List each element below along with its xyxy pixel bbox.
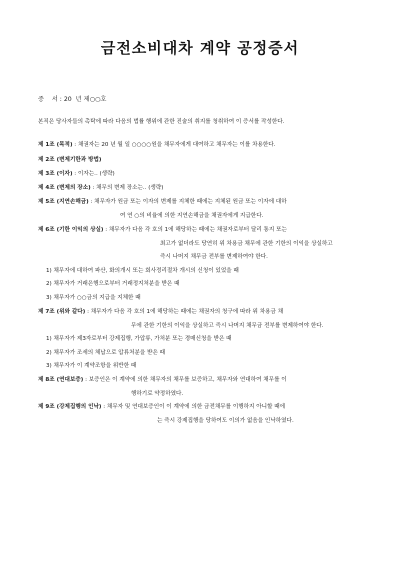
article-7-item-1: 1) 채무자가 제3자로부터 강제집행, 가압류, 가처분 또는 경매신청을 받은 때 [46, 336, 232, 342]
article-8 [38, 377, 287, 384]
article-7-item-2: 2) 채무자가 조세의 체납으로 압류처분을 받은 때 [46, 350, 166, 356]
article-2 [38, 157, 101, 164]
article-5-head: 제 5조 (지연손해금) [38, 199, 89, 205]
article-7-item-3: 3) 채무자가 이 계약조항을 위반한 때 [46, 363, 137, 369]
article-5-text-1: : 채무자가 원금 또는 이자의 변제를 지체한 때에는 지체된 원금 또는 이자에 대하 [90, 199, 287, 205]
article-3 [38, 171, 115, 178]
article-8-text-1: : 보증인은 이 계약에 의한 채무자의 채무를 보증하고, 채무자와 연대하여 채무를 이 [85, 377, 287, 383]
document-intro: 본직은 당사자들의 촉탁에 따라 다음의 법률 행위에 관한 진술의 취지를 청취하여 이 증서를 작성한다. [38, 119, 285, 125]
article-6-head: 제 6조 (기한 이익의 상실) [38, 227, 104, 233]
article-3-head: 제 3조 (이자) [38, 171, 73, 177]
document-number: 증 서 : 20 년 제○○호 [38, 96, 107, 103]
article-7-text-2: 무에 관한 기한의 이익을 상실하고 즉시 나머지 채무금 전부를 변제하여야 한다. [131, 323, 324, 329]
article-4-head: 제 4조 (변제의 장소) [38, 185, 91, 191]
article-6-text-2: 최고가 없더라도 당연히 위 차용금 채무에 관한 기한의 이익을 상실하고 [160, 241, 333, 247]
article-9-head: 제 9조 (강제집행의 인낙) [38, 404, 102, 410]
article-7 [38, 309, 283, 316]
article-6-text-1: : 채무자가 다음 각 호의 1에 해당하는 때에는 채권자로부터 달리 통지 또는 [105, 227, 287, 233]
document-title: 금전소비대차 계약 공정증서 [100, 39, 300, 57]
article-4-text: : 채무의 변제 장소는.. (생략) [92, 185, 164, 191]
article-1 [38, 142, 275, 149]
article-1-text: : 채권자는 20 년 월 일 ○○○○원을 채무자에게 대여하고 채무자는 이를 차용한다. [74, 142, 276, 148]
article-1-head: 제 1조 (목적) [38, 142, 73, 148]
article-3-text: : 이자는.. (생략) [74, 171, 115, 177]
article-5 [38, 199, 287, 206]
article-9-text-1: : 채무자 및 연대보증인이 이 계약에 의한 금전채무를 이행하지 아니할 때에 [103, 404, 286, 410]
article-6 [38, 227, 287, 234]
article-8-text-2: 행하기로 약정하였다. [131, 391, 184, 397]
article-8-head: 제 8조 (연대보증) [38, 377, 84, 383]
article-4 [38, 185, 163, 192]
article-7-text-1: : 채무자가 다음 각 호의 1에 해당하는 때에는 채권자의 청구에 따라 위 차용금 채 [87, 309, 284, 315]
article-6-text-3: 즉시 나머지 채무금 전부를 변제하여야 한다. [160, 254, 268, 260]
article-2-head: 제 2조 (변제기한과 방법) [38, 157, 102, 163]
article-9-text-2: 는 즉시 강제집행을 당하여도 이의가 없음을 인낙하였다. [157, 418, 294, 424]
article-9 [38, 404, 285, 411]
article-5-text-2: 여 연 ○의 비율에 의한 지연손해금을 채권자에게 지급한다. [120, 213, 264, 219]
article-6-item-1: 1) 채무자에 대하여 파산, 화의개시 또는 회사정리절차 개시의 신청이 있었을 때 [46, 268, 239, 274]
article-6-item-2: 2) 채무자가 거래은행으로부터 거래정지처분을 받은 때 [46, 281, 180, 287]
article-6-item-3: 3) 채무자가 ○○금의 지급을 지체한 때 [46, 295, 141, 301]
article-7-head: 제 7조 (위와 같다) [38, 309, 86, 315]
